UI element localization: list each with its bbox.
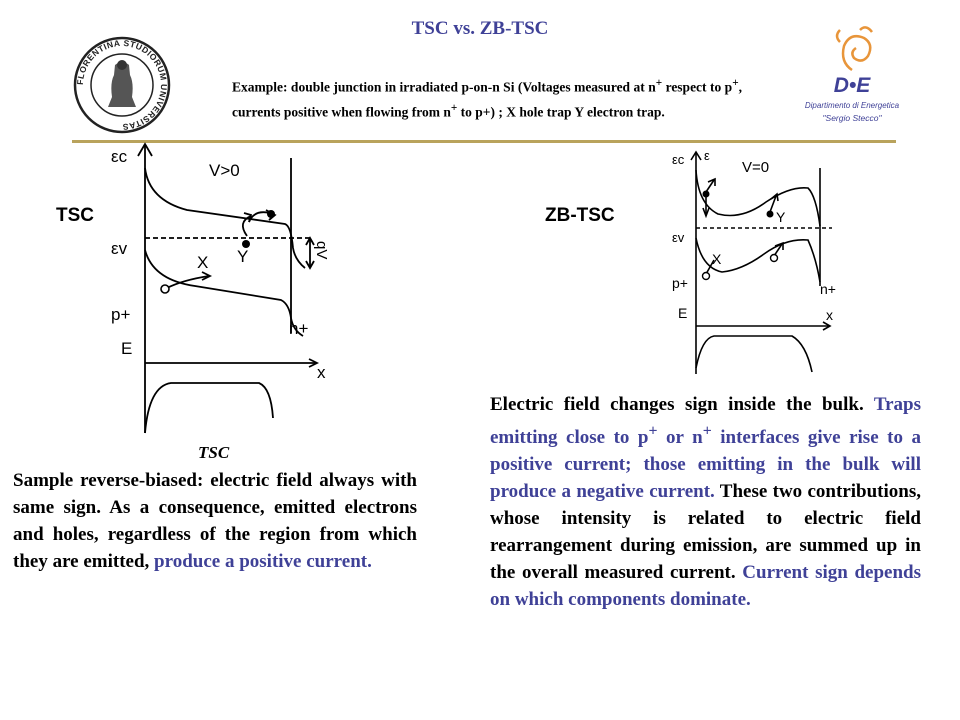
zb-tsc-band-diagram bbox=[670, 146, 850, 378]
zb-ev-label: εv bbox=[672, 230, 685, 245]
zb-trap-y-label: Y bbox=[776, 209, 786, 225]
zb-tsc-explanation: Electric field changes sign inside the bulk. Traps emitting close to p+ or n+ interfaces give rise to a positive current; those emitting in the bulk will produce a negative current. These two contributions, whose intensity is related to electric field rearrangement during emission, are summed up in the overall measured current. Current sign depends on which components dominate. bbox=[490, 394, 921, 611]
tsc-diagram-caption: TSC bbox=[198, 443, 230, 462]
tsc-p-plus-label: p+ bbox=[111, 305, 131, 324]
tsc-e-axis-label: E bbox=[121, 339, 133, 358]
university-seal-logo bbox=[72, 35, 172, 135]
tsc-label: TSC bbox=[56, 205, 94, 226]
zb-p-plus-label: p+ bbox=[672, 275, 688, 291]
tsc-trap-x-label: X bbox=[197, 253, 209, 272]
de-logo-mark: D•E bbox=[833, 74, 871, 97]
university-seal-text: FLORENTINA STUDIORUM UNIVERSITAS bbox=[74, 37, 170, 133]
tsc-n-plus-label: n+ bbox=[289, 319, 309, 338]
tsc-x-axis-label: x bbox=[317, 363, 326, 382]
tsc-qv-label: qV bbox=[313, 241, 330, 260]
de-department-logo bbox=[800, 22, 905, 132]
zb-ec-label: εc bbox=[672, 152, 685, 167]
example-description: Example: double junction in irradiated p-on-n Si (Voltages measured at n+ respect to p+, currents positive when flowing from n+ to p+) ; X hole trap Y electron trap. bbox=[232, 77, 742, 119]
tsc-ec-label: εc bbox=[111, 147, 128, 166]
zb-x-axis-label: x bbox=[826, 307, 833, 323]
tsc-trap-y-label: Y bbox=[237, 247, 249, 266]
tsc-band-diagram bbox=[105, 138, 350, 450]
zb-voltage-label: V=0 bbox=[742, 159, 770, 176]
page-title: TSC vs. ZB-TSC bbox=[411, 18, 549, 39]
zb-e-axis-label: E bbox=[678, 305, 688, 321]
zb-trap-x-label: X bbox=[712, 251, 722, 267]
zb-epsilon-label: ε bbox=[704, 148, 710, 163]
zb-tsc-label: ZB-TSC bbox=[545, 205, 615, 226]
tsc-explanation: Sample reverse-biased: electric field always with same sign. As a consequence, emitted electrons and holes, regardless of the region from which they are emitted, produce a positive current. bbox=[13, 470, 417, 572]
tsc-voltage-label: V>0 bbox=[209, 161, 240, 180]
de-logo-line2: "Sergio Stecco" bbox=[822, 113, 882, 123]
de-logo-line1: Dipartimento di Energetica bbox=[804, 101, 900, 110]
zb-n-plus-label: n+ bbox=[820, 281, 836, 297]
tsc-ev-label: εv bbox=[111, 239, 128, 258]
